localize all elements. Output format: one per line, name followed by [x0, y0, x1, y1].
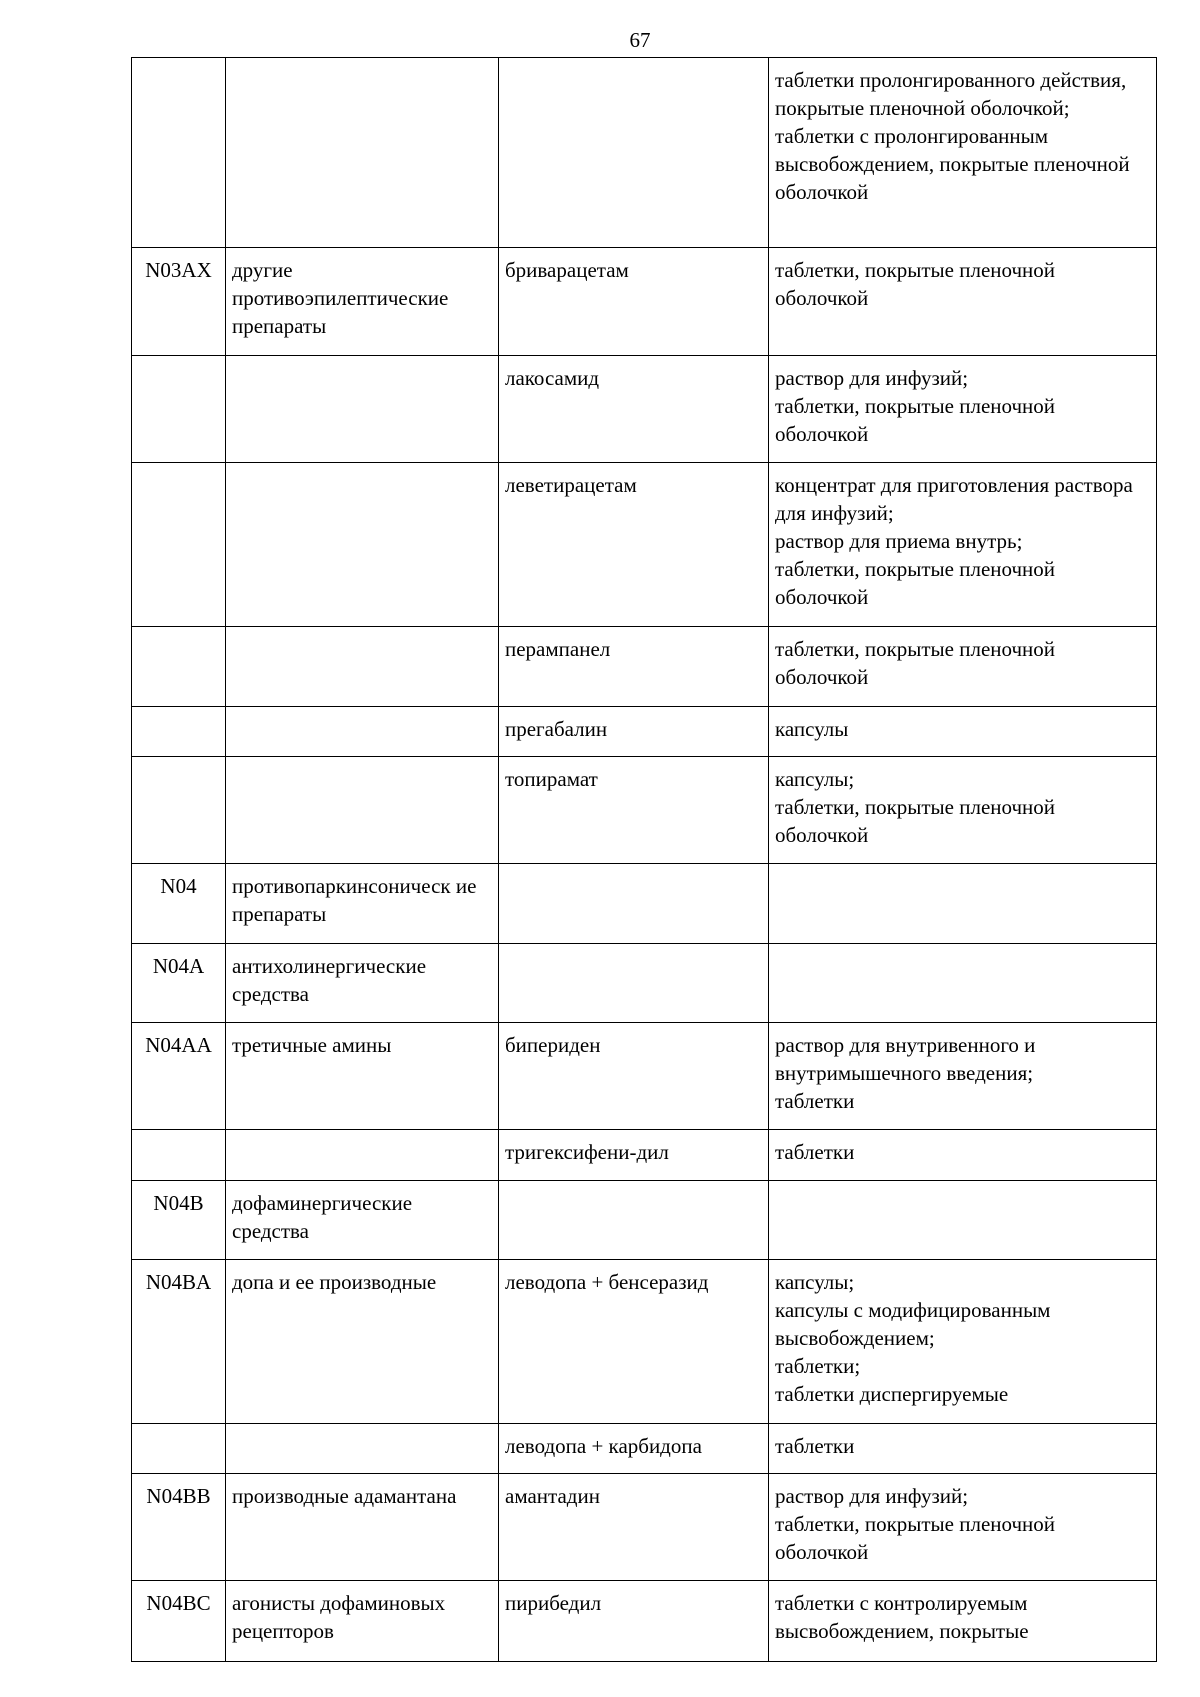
table-row: [132, 627, 1157, 707]
atc-code-cell: N04AA: [132, 1023, 226, 1130]
atc-code-cell: N04A: [132, 944, 226, 1023]
dosage-form-cell: таблетки: [769, 1424, 1157, 1474]
atc-code-cell: [132, 627, 226, 707]
drug-cell: перампанел: [499, 627, 769, 707]
dosage-form-cell: концентрат для приготовления раствора для инфузий; раствор для приема внутрь; таблетки, покрытые пленочной оболочкой: [769, 463, 1157, 627]
dosage-form-cell: [769, 1181, 1157, 1260]
table-row: [132, 1023, 1157, 1130]
group-cell: противопаркинсоническ ие препараты: [226, 864, 499, 944]
group-cell: другие противоэпилептические препараты: [226, 248, 499, 356]
drug-cell: леводопа + бенсеразид: [499, 1260, 769, 1424]
group-cell: [226, 463, 499, 627]
atc-code-cell: N04: [132, 864, 226, 944]
drug-cell: пирибедил: [499, 1581, 769, 1662]
dosage-form-cell: таблетки, покрытые пленочной оболочкой: [769, 248, 1157, 356]
dosage-form-cell: раствор для инфузий; таблетки, покрытые пленочной оболочкой: [769, 1474, 1157, 1581]
group-cell: антихолинергические средства: [226, 944, 499, 1023]
page-number: 67: [629, 28, 651, 52]
table-row: [132, 248, 1157, 356]
table-row: [132, 1474, 1157, 1581]
drug-cell: тригексифени-дил: [499, 1130, 769, 1181]
table-row: [132, 1260, 1157, 1424]
drug-cell: лакосамид: [499, 356, 769, 463]
drug-cell: бипериден: [499, 1023, 769, 1130]
dosage-form-cell: капсулы: [769, 707, 1157, 757]
drug-cell: [499, 1181, 769, 1260]
dosage-form-cell: капсулы; капсулы с модифицированным высвобождением; таблетки; таблетки диспергируемые: [769, 1260, 1157, 1424]
atc-code-cell: [132, 1424, 226, 1474]
group-cell: третичные амины: [226, 1023, 499, 1130]
drug-cell: [499, 864, 769, 944]
group-cell: [226, 1130, 499, 1181]
drug-cell: [499, 58, 769, 248]
drug-cell: бриварацетам: [499, 248, 769, 356]
dosage-form-cell: таблетки: [769, 1130, 1157, 1181]
drug-cell: леветирацетам: [499, 463, 769, 627]
atc-code-cell: [132, 1130, 226, 1181]
table-row: [132, 864, 1157, 944]
atc-code-cell: N04BB: [132, 1474, 226, 1581]
dosage-form-cell: раствор для внутривенного и внутримышечного введения; таблетки: [769, 1023, 1157, 1130]
atc-code-cell: N04BA: [132, 1260, 226, 1424]
atc-code-cell: [132, 463, 226, 627]
group-cell: допа и ее производные: [226, 1260, 499, 1424]
drug-cell: амантадин: [499, 1474, 769, 1581]
group-cell: [226, 627, 499, 707]
drug-table: [131, 57, 1157, 1662]
table-row: [132, 1424, 1157, 1474]
table-row: [132, 707, 1157, 757]
dosage-form-cell: [769, 864, 1157, 944]
table-row: [132, 1181, 1157, 1260]
table-row: [132, 356, 1157, 463]
atc-code-cell: [132, 757, 226, 864]
table-row: [132, 1130, 1157, 1181]
dosage-form-cell: капсулы; таблетки, покрытые пленочной оболочкой: [769, 757, 1157, 864]
table-row: [132, 1581, 1157, 1662]
table-row: [132, 58, 1157, 248]
group-cell: дофаминергические средства: [226, 1181, 499, 1260]
atc-code-cell: [132, 58, 226, 248]
table-row: [132, 944, 1157, 1023]
drug-cell: [499, 944, 769, 1023]
dosage-form-cell: таблетки с контролируемым высвобождением, покрытые: [769, 1581, 1157, 1662]
group-cell: [226, 707, 499, 757]
table-row: [132, 463, 1157, 627]
dosage-form-cell: таблетки пролонгированного действия, покрытые пленочной оболочкой; таблетки с пролонгированным высвобождением, покрытые пленочной оболочкой: [769, 58, 1157, 248]
atc-code-cell: [132, 356, 226, 463]
group-cell: [226, 757, 499, 864]
dosage-form-cell: таблетки, покрытые пленочной оболочкой: [769, 627, 1157, 707]
group-cell: производные адамантана: [226, 1474, 499, 1581]
drug-cell: прегабалин: [499, 707, 769, 757]
dosage-form-cell: [769, 944, 1157, 1023]
group-cell: [226, 1424, 499, 1474]
drug-cell: топирамат: [499, 757, 769, 864]
atc-code-cell: N03AX: [132, 248, 226, 356]
group-cell: [226, 58, 499, 248]
atc-code-cell: N04BC: [132, 1581, 226, 1662]
group-cell: [226, 356, 499, 463]
drug-cell: леводопа + карбидопа: [499, 1424, 769, 1474]
atc-code-cell: N04B: [132, 1181, 226, 1260]
group-cell: агонисты дофаминовых рецепторов: [226, 1581, 499, 1662]
dosage-form-cell: раствор для инфузий; таблетки, покрытые пленочной оболочкой: [769, 356, 1157, 463]
atc-code-cell: [132, 707, 226, 757]
table-row: [132, 757, 1157, 864]
